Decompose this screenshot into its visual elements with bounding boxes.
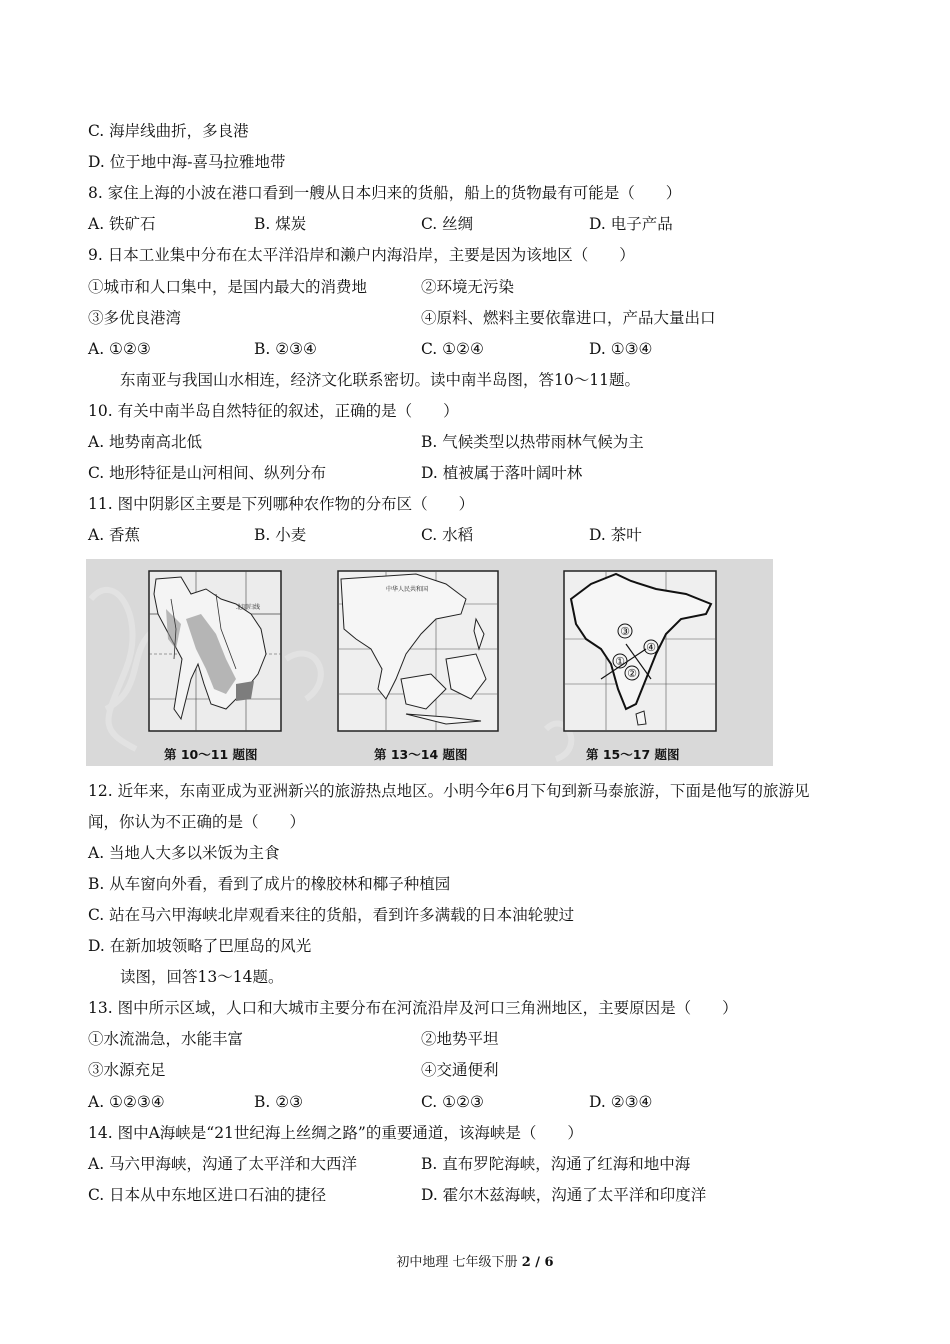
- q9-statement-1: ①城市和人口集中，是国内最大的消费地: [88, 278, 368, 296]
- q14-option-c: C. 日本从中东地区进口石油的捷径: [88, 1186, 327, 1204]
- q9-statement-4: ④原料、燃料主要依靠进口，产品大量出口: [421, 309, 716, 327]
- q13-statement-3: ③水源充足: [88, 1061, 166, 1079]
- q9-option-a: A. ①②③: [88, 340, 151, 358]
- q10-option-a: A. 地势南高北低: [88, 433, 203, 451]
- marker-4: ④: [646, 641, 656, 654]
- q7-option-c: C. 海岸线曲折，多良港: [88, 122, 249, 140]
- q8-option-d: D. 电子产品: [589, 215, 673, 233]
- q8-option-c: C. 丝绸: [421, 215, 474, 233]
- page-footer: [0, 1251, 950, 1270]
- q13-statement-1: ①水流湍急，水能丰富: [88, 1030, 244, 1048]
- q13-statement-2: ②地势平坦: [421, 1030, 499, 1048]
- map3-caption: 第 15～17 题图: [586, 747, 680, 762]
- question-13: 13. 图中所示区域，人口和大城市主要分布在河流沿岸及河口三角洲地区，主要原因是（ ）: [88, 999, 738, 1017]
- q13-option-a: A. ①②③④: [88, 1093, 165, 1111]
- map1-caption: 第 10～11 题图: [164, 747, 258, 762]
- q9-statement-2: ②环境无污染: [421, 278, 515, 296]
- maps-figure: [86, 559, 773, 766]
- map2-caption: 第 13～14 题图: [374, 747, 468, 762]
- q13-option-d: D. ②③④: [589, 1093, 653, 1111]
- question-11: 11. 图中阴影区主要是下列哪种农作物的分布区（ ）: [88, 495, 475, 513]
- q12-option-b: B. 从车窗向外看，看到了成片的橡胶林和椰子种植园: [88, 875, 451, 893]
- question-12-continued: 闻，你认为不正确的是（ ）: [88, 813, 306, 831]
- q9-option-b: B. ②③④: [254, 340, 317, 358]
- question-10: 10. 有关中南半岛自然特征的叙述，正确的是（ ）: [88, 402, 459, 420]
- q11-option-d: D. 茶叶: [589, 526, 642, 544]
- question-14: 14. 图中A海峡是“21世纪海上丝绸之路”的重要通道，该海峡是（ ）: [88, 1124, 583, 1142]
- question-12: 12. 近年来，东南亚成为亚洲新兴的旅游热点地区。小明今年6月下旬到新马泰旅游，下面是他写的旅游见: [88, 782, 810, 800]
- q13-option-b: B. ②③: [254, 1093, 304, 1111]
- q11-option-a: A. 香蕉: [88, 526, 141, 544]
- q14-option-a: A. 马六甲海峡，沟通了太平洋和大西洋: [88, 1155, 358, 1173]
- q8-option-b: B. 煤炭: [254, 215, 307, 233]
- intro-13-14: 读图，回答13～14题。: [120, 968, 284, 986]
- q12-option-d: D. 在新加坡领略了巴厘岛的风光: [88, 937, 312, 955]
- tropic-of-cancer-label: 北回归线: [236, 604, 261, 611]
- q9-statement-3: ③多优良港湾: [88, 309, 182, 327]
- q12-option-a: A. 当地人大多以米饭为主食: [88, 844, 280, 862]
- q14-option-b: B. 直布罗陀海峡，沟通了红海和地中海: [421, 1155, 691, 1173]
- marker-1: ①: [615, 655, 625, 668]
- map-southeast-asia: [338, 571, 498, 731]
- question-8: 8. 家住上海的小波在港口看到一艘从日本归来的货船，船上的货物最有可能是（ ）: [88, 184, 682, 202]
- map-indochina: [149, 571, 281, 731]
- map-south-asia: [564, 571, 716, 731]
- marker-3: ③: [620, 625, 630, 638]
- q8-option-a: A. 铁矿石: [88, 215, 156, 233]
- q13-statement-4: ④交通便利: [421, 1061, 499, 1079]
- q10-option-b: B. 气候类型以热带雨林气候为主: [421, 433, 644, 451]
- intro-10-11: 东南亚与我国山水相连，经济文化联系密切。读中南半岛图，答10～11题。: [120, 371, 640, 389]
- footer-subject: 初中地理 七年级下册: [396, 1255, 518, 1270]
- q14-option-d: D. 霍尔木兹海峡，沟通了太平洋和印度洋: [421, 1186, 707, 1204]
- q9-option-c: C. ①②④: [421, 340, 484, 358]
- q10-option-d: D. 植被属于落叶阔叶林: [421, 464, 583, 482]
- marker-2: ②: [627, 667, 637, 680]
- q10-option-c: C. 地形特征是山河相间、纵列分布: [88, 464, 327, 482]
- q11-option-c: C. 水稻: [421, 526, 474, 544]
- q11-option-b: B. 小麦: [254, 526, 307, 544]
- footer-page-number: 2 / 6: [521, 1255, 554, 1270]
- question-9: 9. 日本工业集中分布在太平洋沿岸和濑户内海沿岸，主要是因为该地区（ ）: [88, 246, 635, 264]
- q7-option-d: D. 位于地中海-喜马拉雅地带: [88, 153, 286, 171]
- q12-option-c: C. 站在马六甲海峡北岸观看来往的货船，看到许多满载的日本油轮驶过: [88, 906, 575, 924]
- q9-option-d: D. ①③④: [589, 340, 653, 358]
- q13-option-c: C. ①②③: [421, 1093, 484, 1111]
- china-label: 中华人民共和国: [386, 586, 429, 593]
